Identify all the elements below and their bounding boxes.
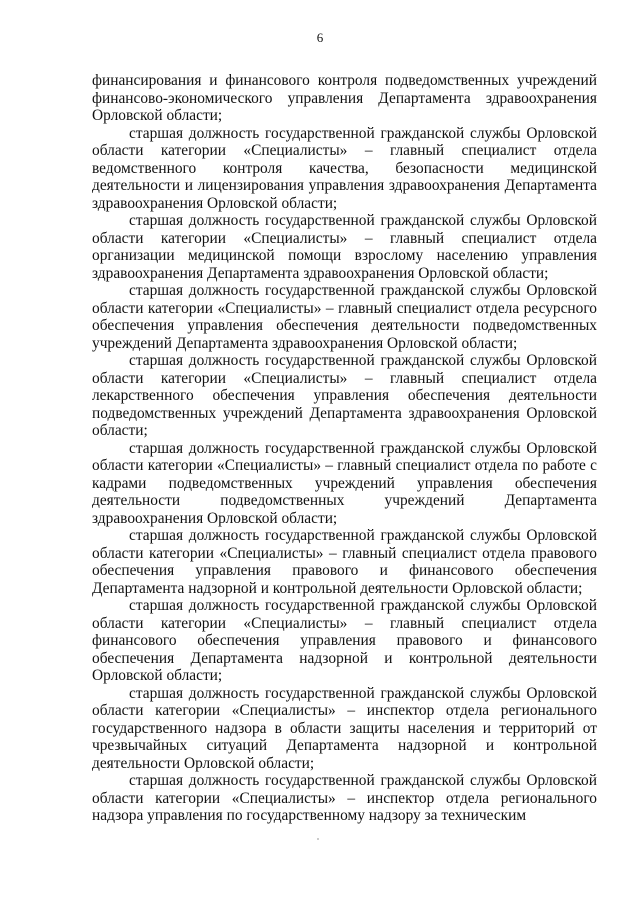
paragraph: старшая должность государственной гражданской службы Орловской области категории «Специалисты» – главный специалист отдела лекарственного обеспечения управления обеспечения деятельности подведомственных учреждений Департамента здравоохранения Орловской области; — [92, 352, 597, 439]
paragraph: старшая должность государственной гражданской службы Орловской области категории «Специалисты» – главный специалист отдела ведомственного контроля качества, безопасности медицинской деятельности и лицензирования управления здравоохранения Департамента здравоохранения Орловской области; — [92, 124, 597, 212]
paragraph: старшая должность государственной гражданской службы Орловской области категории «Специалисты» – инспектор отдела регионального государственного надзора в области защиты населения и территорий от чрезвычайных ситуаций Департамента надзорной и контрольной деятельности Орловской области; — [92, 684, 597, 772]
paragraph: старшая должность государственной гражданской службы Орловской области категории «Специалисты» – главный специалист отдела правового обеспечения управления правового и финансового обеспечения Департамента надзорной и контрольной деятельности Орловской области; — [92, 527, 597, 597]
paragraph-continuation: финансирования и финансового контроля подведомственных учреждений финансово-экономического управления Департамента здравоохранения Орловской области; — [92, 72, 597, 124]
paragraph-last: старшая должность государственной гражданской службы Орловской области категории «Специалисты» – инспектор отдела регионального надзора управления по государственному надзору за техническим — [92, 772, 597, 824]
paragraph: старшая должность государственной гражданской службы Орловской области категории «Специалисты» – главный специалист отдела финансового обеспечения управления правового и финансового обеспечения Департамента надзорной и контрольной деятельности Орловской области; — [92, 597, 597, 684]
paragraph: старшая должность государственной гражданской службы Орловской области категории «Специалисты» – главный специалист отдела организации медицинской помощи взрослому населению управления здравоохранения Департамента здравоохранения Орловской области; — [92, 212, 597, 282]
paragraph: старшая должность государственной гражданской службы Орловской области категории «Специалисты» – главный специалист отдела ресурсного обеспечения управления обеспечения деятельности подведомственных учреждений Департамента здравоохранения Орловской области; — [92, 282, 597, 352]
page-number: 6 — [316, 30, 324, 45]
paragraph: старшая должность государственной гражданской службы Орловской области категории «Специалисты» – главный специалист отдела по работе с кадрами подведомственных учреждений управления обеспечения деятельности подведомственных учреждений Департамента здравоохранения Орловской области; — [92, 439, 597, 527]
document-body — [92, 72, 597, 825]
scan-speck — [317, 838, 319, 840]
